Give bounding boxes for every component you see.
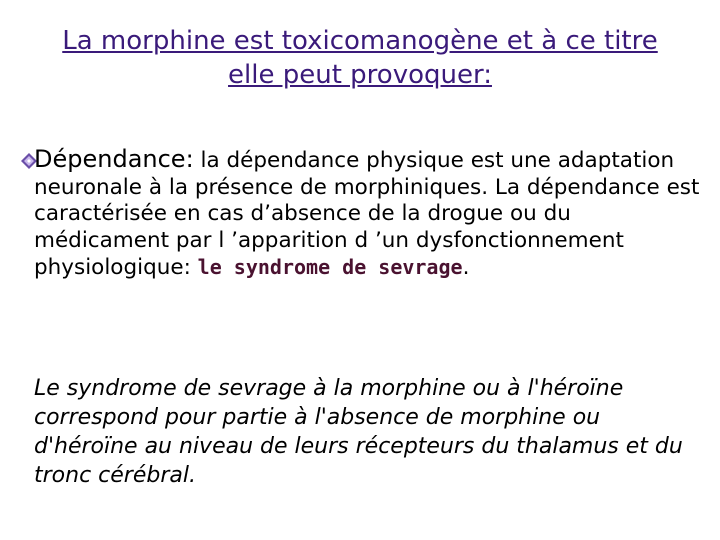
syndrome-emphasis: le syndrome de sevrage (197, 255, 463, 279)
sevrage-paragraph: Le syndrome de sevrage à la morphine ou à l'héroïne correspond pour partie à l'absence de morphine ou d'héroïne au niveau de leurs récepteurs du thalamus et du tronc cérébral. (34, 376, 683, 488)
dependance-paragraph (34, 146, 710, 282)
title-line-2: elle peut provoquer: (228, 60, 492, 90)
slide-title (0, 24, 720, 92)
dependance-term: Dépendance: (34, 145, 194, 173)
dependance-text: la dépendance physique est une adaptation neuronale à la présence de morphiniques. La dépendance est caractérisée en cas d’absence de la drogue ou du médicament par l ’apparition d ’un dysfonctionnement physiologique: (34, 148, 700, 280)
title-line-1: La morphine est toxicomanogène et à ce titre (62, 26, 658, 56)
dependance-end: . (462, 255, 470, 280)
